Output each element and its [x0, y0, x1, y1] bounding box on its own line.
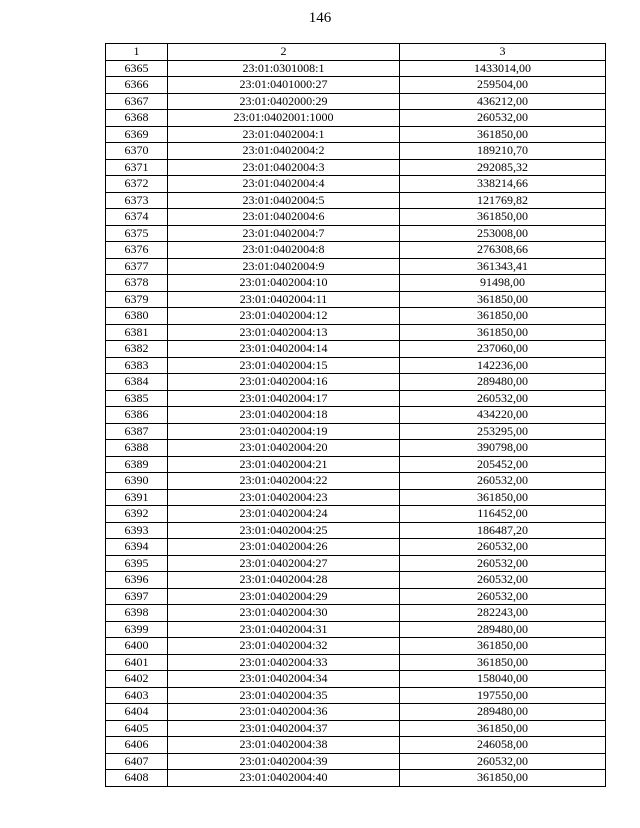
table-row: [106, 605, 606, 622]
cadastral-number-cell: 23:01:0402004:28: [168, 572, 400, 589]
table-row: [106, 588, 606, 605]
value-cell: 260532,00: [400, 753, 606, 770]
value-cell: 292085,32: [400, 159, 606, 176]
cadastral-number-cell: 23:01:0402004:3: [168, 159, 400, 176]
value-cell: 142236,00: [400, 357, 606, 374]
value-cell: 361850,00: [400, 489, 606, 506]
value-cell: 237060,00: [400, 341, 606, 358]
table-row: [106, 473, 606, 490]
value-cell: 289480,00: [400, 621, 606, 638]
value-cell: 121769,82: [400, 192, 606, 209]
table-row: [106, 275, 606, 292]
cadastral-number-cell: 23:01:0402004:17: [168, 390, 400, 407]
cadastral-number-cell: 23:01:0401000:27: [168, 77, 400, 94]
cadastral-number-cell: 23:01:0402004:9: [168, 258, 400, 275]
value-cell: 390798,00: [400, 440, 606, 457]
table-row: [106, 456, 606, 473]
cadastral-number-cell: 23:01:0402004:2: [168, 143, 400, 160]
value-cell: 205452,00: [400, 456, 606, 473]
cadastral-number-cell: 23:01:0402004:15: [168, 357, 400, 374]
table-row: [106, 522, 606, 539]
row-number-cell: 6393: [106, 522, 168, 539]
table-header-row: [106, 44, 606, 61]
table-row: [106, 638, 606, 655]
value-cell: 361850,00: [400, 291, 606, 308]
value-cell: 260532,00: [400, 110, 606, 127]
cadastral-number-cell: 23:01:0402004:16: [168, 374, 400, 391]
value-cell: 259504,00: [400, 77, 606, 94]
row-number-cell: 6377: [106, 258, 168, 275]
table-row: [106, 737, 606, 754]
row-number-cell: 6396: [106, 572, 168, 589]
row-number-cell: 6366: [106, 77, 168, 94]
value-cell: 361850,00: [400, 209, 606, 226]
column-header-3: 3: [400, 44, 606, 61]
table-row: [106, 440, 606, 457]
row-number-cell: 6400: [106, 638, 168, 655]
cadastral-number-cell: 23:01:0402004:6: [168, 209, 400, 226]
value-cell: 361850,00: [400, 324, 606, 341]
row-number-cell: 6404: [106, 704, 168, 721]
row-number-cell: 6397: [106, 588, 168, 605]
table-row: [106, 225, 606, 242]
table-row: [106, 753, 606, 770]
value-cell: 361850,00: [400, 720, 606, 737]
cadastral-number-cell: 23:01:0402004:32: [168, 638, 400, 655]
table-row: [106, 506, 606, 523]
cadastral-number-cell: 23:01:0402004:12: [168, 308, 400, 325]
cadastral-number-cell: 23:01:0402004:24: [168, 506, 400, 523]
cadastral-number-cell: 23:01:0402004:33: [168, 654, 400, 671]
row-number-cell: 6385: [106, 390, 168, 407]
table-row: [106, 671, 606, 688]
cadastral-number-cell: 23:01:0402004:21: [168, 456, 400, 473]
cadastral-number-cell: 23:01:0402001:1000: [168, 110, 400, 127]
row-number-cell: 6381: [106, 324, 168, 341]
table-row: [106, 357, 606, 374]
cadastral-number-cell: 23:01:0402004:39: [168, 753, 400, 770]
table-row: [106, 390, 606, 407]
table-row: [106, 720, 606, 737]
cadastral-number-cell: 23:01:0402004:35: [168, 687, 400, 704]
row-number-cell: 6368: [106, 110, 168, 127]
row-number-cell: 6373: [106, 192, 168, 209]
row-number-cell: 6386: [106, 407, 168, 424]
table-row: [106, 489, 606, 506]
value-cell: 189210,70: [400, 143, 606, 160]
table-body: [106, 60, 606, 786]
cadastral-number-cell: 23:01:0402004:8: [168, 242, 400, 259]
cadastral-number-cell: 23:01:0402004:13: [168, 324, 400, 341]
cadastral-number-cell: 23:01:0402004:25: [168, 522, 400, 539]
value-cell: 361850,00: [400, 308, 606, 325]
row-number-cell: 6384: [106, 374, 168, 391]
value-cell: 260532,00: [400, 555, 606, 572]
value-cell: 246058,00: [400, 737, 606, 754]
cadastral-number-cell: 23:01:0402004:4: [168, 176, 400, 193]
row-number-cell: 6406: [106, 737, 168, 754]
value-cell: 253295,00: [400, 423, 606, 440]
table-row: [106, 324, 606, 341]
value-cell: 260532,00: [400, 588, 606, 605]
cadastral-number-cell: 23:01:0402004:1: [168, 126, 400, 143]
row-number-cell: 6367: [106, 93, 168, 110]
table-row: [106, 209, 606, 226]
cadastral-number-cell: 23:01:0301008:1: [168, 60, 400, 77]
row-number-cell: 6369: [106, 126, 168, 143]
row-number-cell: 6402: [106, 671, 168, 688]
row-number-cell: 6379: [106, 291, 168, 308]
table-row: [106, 770, 606, 787]
table-row: [106, 60, 606, 77]
table-row: [106, 555, 606, 572]
value-cell: 1433014,00: [400, 60, 606, 77]
value-cell: 116452,00: [400, 506, 606, 523]
row-number-cell: 6399: [106, 621, 168, 638]
table-row: [106, 572, 606, 589]
table-row: [106, 407, 606, 424]
value-cell: 361850,00: [400, 654, 606, 671]
value-cell: 361850,00: [400, 770, 606, 787]
row-number-cell: 6405: [106, 720, 168, 737]
cadastral-number-cell: 23:01:0402000:29: [168, 93, 400, 110]
cadastral-number-cell: 23:01:0402004:27: [168, 555, 400, 572]
cadastral-number-cell: 23:01:0402004:20: [168, 440, 400, 457]
column-header-2: 2: [168, 44, 400, 61]
row-number-cell: 6375: [106, 225, 168, 242]
row-number-cell: 6374: [106, 209, 168, 226]
table-row: [106, 539, 606, 556]
column-header-1: 1: [106, 44, 168, 61]
table-row: [106, 341, 606, 358]
value-cell: 338214,66: [400, 176, 606, 193]
value-cell: 186487,20: [400, 522, 606, 539]
row-number-cell: 6401: [106, 654, 168, 671]
table-row: [106, 374, 606, 391]
table-row: [106, 143, 606, 160]
value-cell: 282243,00: [400, 605, 606, 622]
value-cell: 361850,00: [400, 638, 606, 655]
value-cell: 260532,00: [400, 572, 606, 589]
row-number-cell: 6365: [106, 60, 168, 77]
table-row: [106, 93, 606, 110]
value-cell: 158040,00: [400, 671, 606, 688]
cadastral-number-cell: 23:01:0402004:29: [168, 588, 400, 605]
row-number-cell: 6388: [106, 440, 168, 457]
cadastral-number-cell: 23:01:0402004:23: [168, 489, 400, 506]
row-number-cell: 6391: [106, 489, 168, 506]
row-number-cell: 6378: [106, 275, 168, 292]
cadastral-number-cell: 23:01:0402004:34: [168, 671, 400, 688]
table-row: [106, 654, 606, 671]
table-row: [106, 242, 606, 259]
table-row: [106, 126, 606, 143]
cadastral-number-cell: 23:01:0402004:11: [168, 291, 400, 308]
value-cell: 197550,00: [400, 687, 606, 704]
row-number-cell: 6403: [106, 687, 168, 704]
row-number-cell: 6395: [106, 555, 168, 572]
cadastral-number-cell: 23:01:0402004:10: [168, 275, 400, 292]
table-row: [106, 621, 606, 638]
cadastral-number-cell: 23:01:0402004:22: [168, 473, 400, 490]
value-cell: 361850,00: [400, 126, 606, 143]
table-row: [106, 159, 606, 176]
table-row: [106, 308, 606, 325]
row-number-cell: 6389: [106, 456, 168, 473]
value-cell: 91498,00: [400, 275, 606, 292]
cadastral-number-cell: 23:01:0402004:31: [168, 621, 400, 638]
table-row: [106, 687, 606, 704]
table-row: [106, 291, 606, 308]
cadastral-number-cell: 23:01:0402004:19: [168, 423, 400, 440]
cadastral-number-cell: 23:01:0402004:7: [168, 225, 400, 242]
value-cell: 434220,00: [400, 407, 606, 424]
table-row: [106, 77, 606, 94]
row-number-cell: 6376: [106, 242, 168, 259]
table-row: [106, 192, 606, 209]
cadastral-number-cell: 23:01:0402004:14: [168, 341, 400, 358]
row-number-cell: 6408: [106, 770, 168, 787]
row-number-cell: 6407: [106, 753, 168, 770]
cadastral-number-cell: 23:01:0402004:36: [168, 704, 400, 721]
table-row: [106, 258, 606, 275]
cadastral-number-cell: 23:01:0402004:26: [168, 539, 400, 556]
value-cell: 260532,00: [400, 473, 606, 490]
table-row: [106, 704, 606, 721]
page-number: 146: [308, 10, 332, 26]
row-number-cell: 6390: [106, 473, 168, 490]
value-cell: 289480,00: [400, 704, 606, 721]
value-cell: 253008,00: [400, 225, 606, 242]
cadastral-number-cell: 23:01:0402004:30: [168, 605, 400, 622]
cadastral-number-cell: 23:01:0402004:40: [168, 770, 400, 787]
value-cell: 289480,00: [400, 374, 606, 391]
cadastral-number-cell: 23:01:0402004:38: [168, 737, 400, 754]
row-number-cell: 6398: [106, 605, 168, 622]
cadastral-number-cell: 23:01:0402004:18: [168, 407, 400, 424]
table-row: [106, 423, 606, 440]
table-row: [106, 176, 606, 193]
row-number-cell: 6392: [106, 506, 168, 523]
value-cell: 260532,00: [400, 390, 606, 407]
row-number-cell: 6382: [106, 341, 168, 358]
row-number-cell: 6372: [106, 176, 168, 193]
row-number-cell: 6394: [106, 539, 168, 556]
table-row: [106, 110, 606, 127]
cadastral-number-cell: 23:01:0402004:37: [168, 720, 400, 737]
cadastral-number-cell: 23:01:0402004:5: [168, 192, 400, 209]
row-number-cell: 6383: [106, 357, 168, 374]
value-cell: 260532,00: [400, 539, 606, 556]
value-cell: 436212,00: [400, 93, 606, 110]
row-number-cell: 6371: [106, 159, 168, 176]
row-number-cell: 6380: [106, 308, 168, 325]
data-table: [105, 43, 606, 787]
value-cell: 276308,66: [400, 242, 606, 259]
row-number-cell: 6370: [106, 143, 168, 160]
value-cell: 361343,41: [400, 258, 606, 275]
row-number-cell: 6387: [106, 423, 168, 440]
